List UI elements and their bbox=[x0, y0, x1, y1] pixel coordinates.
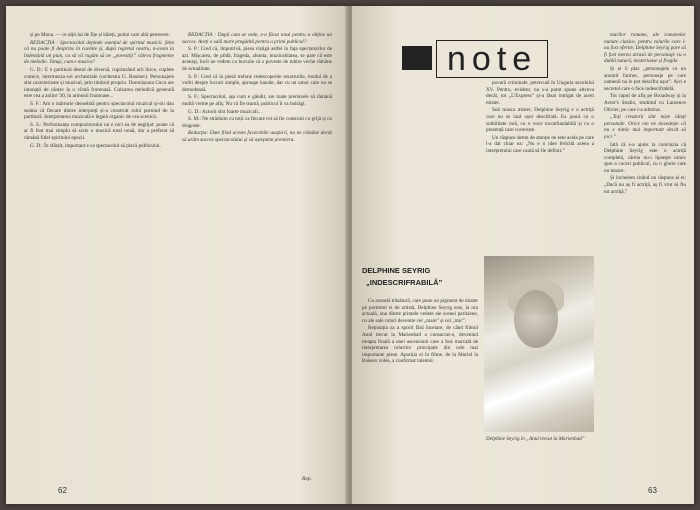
paragraph: povară criminale, petrecută în Ungaria secolului XV. Pentru, evident, nu s-a putut spune altceva decât, tot „L'Express” și-a lăsat intrigat de acest mister. bbox=[486, 80, 594, 106]
paragraph: Redacția: Date fiind aceste favorabile auspicii, nu ne rămâne decât să urăm succes spectacolului și să așteptăm premiera. bbox=[182, 130, 332, 143]
paragraph: REDACȚIA : După cum se vede, s-a făcut totul pentru a obține un succes. Aveți o sală mare pregătită pentru a primi publicul? bbox=[182, 32, 332, 45]
author-signature: Rep. bbox=[302, 476, 312, 482]
paragraph: REDACȚIA : Spectacolul depinde esențial de spiritul muzicii. Știm că nu poate fi desprins în cuvinte și, după regretul nostru, n-avem la îndemână un pian, ca să vă rugăm să ne „povestiți” câteva fragmente de melodie. Totuși, cum e muzica? bbox=[24, 39, 174, 66]
paragraph: marilor romane, ale romanelor nunate clasice, pentru rolurile care i-au fost oferite, Delphine Seyrig pare să fi fost mereu atrasă de personaje cu o dublă natură, misterioase și fragile. bbox=[604, 32, 686, 65]
paragraph: Și încheiem citând un răspuns al ei: „Dacă nu aș fi actriță, aș fi vrut să fiu tot actriță.” bbox=[604, 175, 686, 195]
paragraph: S. F.: Am o mărturie deosebită pentru spectacolul muzical și-mi dau seama că fiecare dintre interpreți și-a construit rolul pornind de la partitură. Interpretarea muzicală e legată organic de cea scenică. bbox=[24, 100, 174, 121]
paragraph: G. D.: În sfârșit, important e ca spectacolul să placă publicului. bbox=[30, 142, 161, 149]
photo-caption: Delphine Seyrig în „Anul trecut la Marienbad” bbox=[486, 436, 585, 442]
paragraph: Un răspuns demn de atenție ne este acela pe care l-a dat chiar ea: „Nu e o idee fericită aceea a interpretului care caută să fie definit.” bbox=[486, 134, 594, 154]
article-subtitle: „INDESCRIFRABILĂ” bbox=[366, 278, 443, 287]
page-number: 63 bbox=[648, 486, 657, 495]
paragraph: S. S.: Performanța compozitorului nu e nici ea de neglijat: poate că ar fi fost mai simplu să scrie o muzică total nouă, dar a preferat să rămână fidel spiritului epocii. bbox=[24, 121, 174, 141]
paragraph: G. D.: E o partitură destul de diversă, cuprinzând arii lirice, cuplete comice, intermezzo-uri orchestrale (orchestra G. Rosmer). Personajele sînt caracterizate și muzical, prin timbrul propriu. Domnișoara Cucu are intonații de cântec la o vîrstă frumoasă. Culoarea melodică generală este cea a anilor '30, în armonii frumoase... bbox=[24, 66, 174, 100]
title-decor-bar bbox=[402, 46, 432, 70]
paragraph: Sub masca mister, Delphine Seyrig e o actriță care nu se lasă ușor descifrată. Ea joacă cu o subtilitate rară, cu o voce inconfundabilă și cu o prezență care cucerește. bbox=[486, 107, 594, 134]
paragraph: Și ei îi plac „personajele cu un anumit farmec, personaje pe care oamenii nu le pot descifra ușor”. Aici e secretul care o face indescifrabilă. bbox=[604, 65, 686, 92]
left-column-1 bbox=[24, 32, 174, 470]
paragraph: și pe Mona. — ce alții lui de Ețe și băieți, putini care altă petrecere. bbox=[30, 32, 170, 38]
paragraph: S. P.: Cred că în piesă trebuie redescoperite resorturile, modul de a vorbi despre lucruri simple, aproape banale, dar cu un umor care nu se demodează. bbox=[182, 73, 332, 93]
right-page bbox=[352, 6, 694, 504]
paragraph: „Toți creatorii sînt niște idioți personale. Orice om ne dovedește că nu e nimic mai important decât să joci.” bbox=[604, 114, 686, 140]
left-column-2 bbox=[182, 32, 332, 470]
right-column-1-top bbox=[362, 76, 478, 246]
paragraph: Reputația sa a sporit fără încetare, de când filmul Anul trecut la Marienbad a consacrat-o, devenind treapta finală a unei ascensiuni care a fost marcată de interpretarea rolurilor principale din cele mai importante piese. Apariția ei în filme, de la Muriel la Baisers volés, a confirmat talentul. bbox=[362, 325, 478, 365]
right-column-2 bbox=[486, 80, 594, 255]
paragraph: S. M.: Ne străduim cu toții ca fiecare rol să fie construit cu grijă și cu dragoste. bbox=[182, 116, 332, 129]
actress-photo bbox=[484, 256, 594, 432]
paragraph: S. P.: Cred că, împotrivă, piesa cîștigă astfel în fața spectatorilor de azi. Mișcarea, de pildă, frageda, abunta, muzicalitatea, se pare că este aceeași, încît ne vedem cu bucurie că o poveste de iubire veche rămâne de actualitate. bbox=[182, 46, 332, 72]
paragraph: Cu această trăsătură, care pune un pigment de mister pe portretul ei de artistă, Delphine Seyrig este, la ora actuală, una dintre primele vedete ale scenei pariziene, cu ale sale roluri devenite cel „mare” și cel „mic”. bbox=[362, 298, 478, 324]
left-page bbox=[6, 6, 348, 504]
section-title: note bbox=[436, 40, 548, 78]
paragraph: Tot capul de afiș pe Broadway și la Actor's Studio, studiind cu Laurence Olivier, pe care l-a admirat. bbox=[604, 93, 686, 113]
article-name: DELPHINE SEYRIG bbox=[362, 266, 431, 275]
right-column-3 bbox=[604, 32, 686, 470]
magazine-spread bbox=[6, 6, 694, 504]
right-column-1 bbox=[362, 298, 478, 476]
page-number: 62 bbox=[58, 486, 67, 495]
paragraph: Iată că s-a ajuns la concluzia că Delphine Seyrig este o actriță completă, căreia nu-i lipsește nimic spre a cuceri publicul, cu o glorie care nu moare. bbox=[604, 141, 686, 174]
paragraph: G. D.: Actorii sînt foarte muzicali... bbox=[188, 108, 262, 115]
paragraph: S. F.: Spectacolul, așa cum e gândit, are toate premisele să rămână multă vreme pe afiș. Nu vă fie teamă, publicul îl va îndrăgi. bbox=[182, 94, 332, 107]
photo-face-shape bbox=[514, 290, 558, 348]
